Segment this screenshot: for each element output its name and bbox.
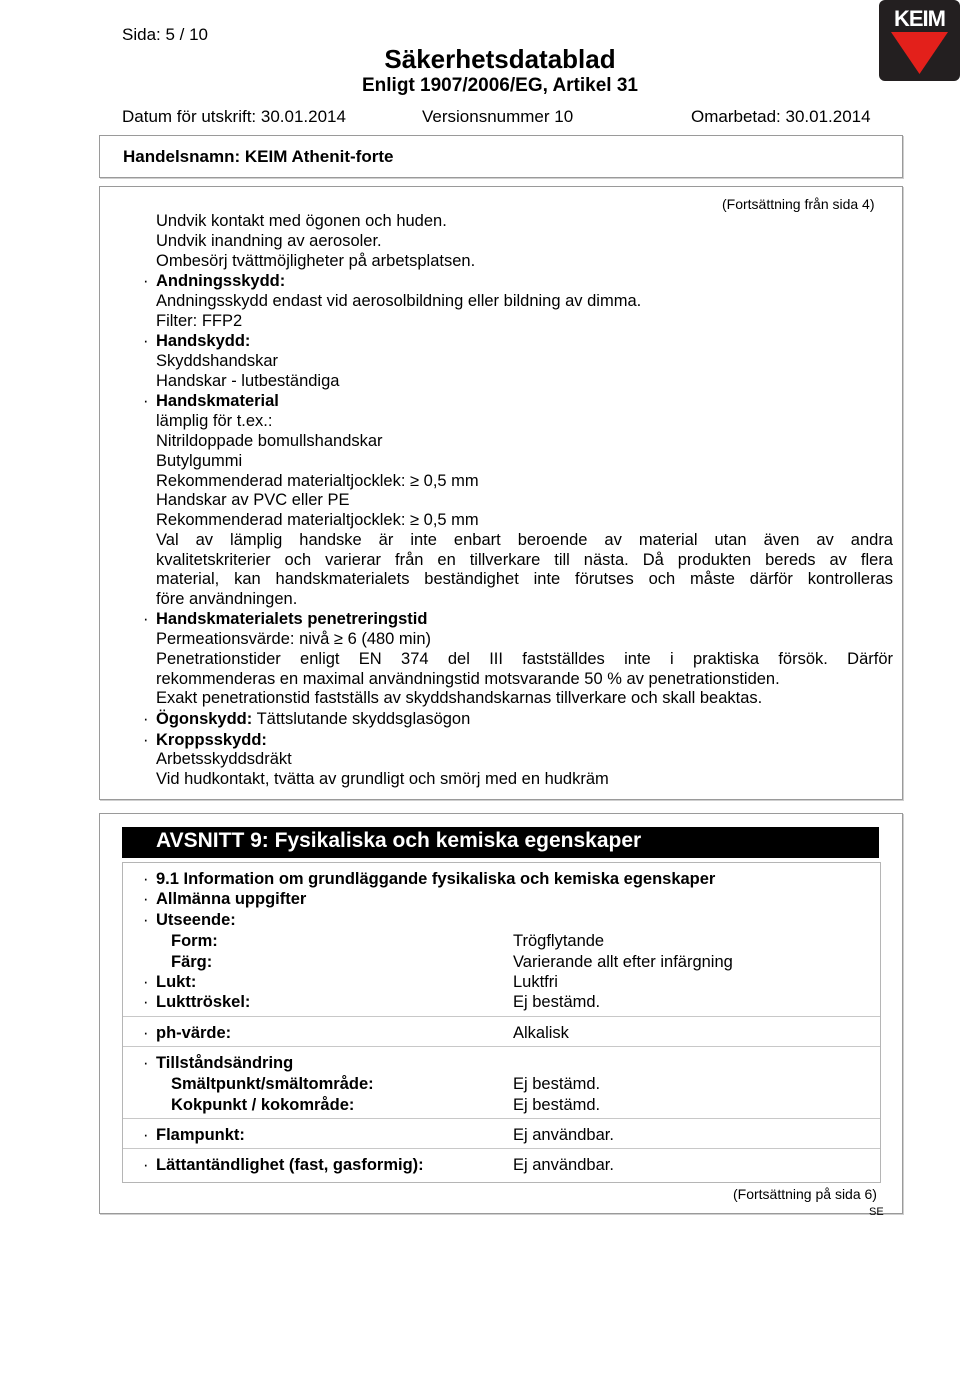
body-protection-heading: · Kroppsskydd:	[143, 731, 267, 749]
section8-line: lämplig för t.ex.:	[156, 412, 273, 430]
revision-date: Omarbetad: 30.01.2014	[691, 107, 871, 126]
general-info-heading: · Allmänna uppgifter	[143, 890, 307, 908]
property-label: · Tillståndsändring	[143, 1054, 294, 1072]
document-title: Säkerhetsdatablad	[384, 44, 616, 74]
property-label: Smältpunkt/smältområde:	[171, 1075, 374, 1093]
section8-line: Filter: FFP2	[156, 312, 243, 330]
keim-logo	[879, 0, 960, 81]
property-label: · Flampunkt:	[143, 1126, 245, 1144]
version-number: Versionsnummer 10	[422, 107, 574, 126]
section9-subheading: · 9.1 Information om grundläggande fysikaliska och kemiska egenskaper	[143, 870, 716, 888]
property-value: Ej användbar.	[513, 1156, 614, 1174]
paragraph-line: före användningen.	[156, 590, 298, 608]
section8-line: Rekommenderad materialtjocklek: ≥ 0,5 mm	[156, 511, 479, 529]
property-label: Form:	[171, 932, 218, 950]
section8-line: Ombesörj tvättmöjligheter på arbetsplatsen.	[156, 252, 476, 270]
section8-line: · Handskydd:	[143, 332, 251, 350]
section8-line: · Andningsskydd:	[143, 272, 286, 290]
section8-line: · Handskmaterial	[143, 392, 279, 410]
paragraph-line: Val av lämplig handske är inte enbart beroende av material utan även av andra	[156, 531, 893, 549]
continued-from: (Fortsättning från sida 4)	[722, 196, 875, 212]
page-number: Sida: 5 / 10	[122, 25, 209, 44]
penetration-heading: · Handskmaterialets penetreringstid	[143, 610, 428, 628]
section8-line: Undvik inandning av aerosoler.	[156, 232, 382, 250]
paragraph-line: rekommenderas en maximal användningstid motsvarande 50 % av penetrationstiden.	[156, 670, 780, 688]
row-divider	[123, 1016, 880, 1017]
property-label: Kokpunkt / kokområde:	[171, 1096, 355, 1114]
paragraph-line: Exakt penetrationstid fastställs av skyddshandskarnas tillverkare och skall beaktas.	[156, 689, 763, 707]
appearance-heading: · Utseende:	[143, 911, 236, 929]
property-label: · ph-värde:	[143, 1024, 232, 1042]
property-value: Trögflytande	[513, 932, 605, 950]
section8-line: Nitrildoppade bomullshandskar	[156, 432, 383, 450]
property-value: Varierande allt efter infärgning	[513, 953, 733, 971]
section8-line: Handskar av PVC eller PE	[156, 491, 350, 509]
row-divider	[123, 1118, 880, 1119]
property-value: Ej bestämd.	[513, 1075, 601, 1093]
body-protection-line: Arbetsskyddsdräkt	[156, 750, 292, 768]
section8-line: Rekommenderad materialtjocklek: ≥ 0,5 mm	[156, 472, 479, 490]
property-value: Ej bestämd.	[513, 1096, 601, 1114]
permeation-value: Permeationsvärde: nivå ≥ 6 (480 min)	[156, 630, 432, 648]
paragraph-line: Penetrationstider enligt EN 374 del III fastställdes inte i praktiska försök. Därför	[156, 650, 893, 668]
section8-line: Butylgummi	[156, 452, 243, 470]
property-value: Alkalisk	[513, 1024, 569, 1042]
print-date: Datum för utskrift: 30.01.2014	[122, 107, 346, 126]
row-divider	[123, 1046, 880, 1047]
property-label: Färg:	[171, 953, 213, 971]
logo-text: KEIM	[894, 6, 945, 31]
eye-protection: · Ögonskydd: Tättslutande skyddsglasögon	[143, 710, 471, 728]
language-code: SE	[869, 1206, 884, 1218]
property-value: Ej användbar.	[513, 1126, 614, 1144]
paragraph-line: kvalitetskriterier och varierar från en tillverkare till nästa. Då produkten bereds av flera	[156, 551, 893, 569]
body-protection-line: Vid hudkontakt, tvätta av grundligt och smörj med en hudkräm	[156, 770, 609, 788]
section9-title: AVSNITT 9: Fysikaliska och kemiska egenskaper	[156, 829, 642, 852]
property-label: · Lättantändlighet (fast, gasformig):	[143, 1156, 424, 1174]
section8-line: Undvik kontakt med ögonen och huden.	[156, 212, 447, 230]
section8-line: Handskar - lutbeständiga	[156, 372, 340, 390]
continued-to: (Fortsättning på sida 6)	[733, 1186, 877, 1202]
property-label: · Lukttröskel:	[143, 993, 251, 1011]
property-value: Luktfri	[513, 973, 558, 991]
trade-name: Handelsnamn: KEIM Athenit-forte	[123, 147, 394, 166]
property-value: Ej bestämd.	[513, 993, 601, 1011]
section8-line: Skyddshandskar	[156, 352, 278, 370]
paragraph-line: material, kan handskmaterialets beständighet inte förutses och måste därför kontrolleras	[156, 570, 893, 588]
property-label: · Lukt:	[143, 973, 197, 991]
section8-line: Andningsskydd endast vid aerosolbildning eller bildning av dimma.	[156, 292, 642, 310]
row-divider	[123, 1148, 880, 1149]
document-subtitle: Enligt 1907/2006/EG, Artikel 31	[362, 75, 638, 96]
